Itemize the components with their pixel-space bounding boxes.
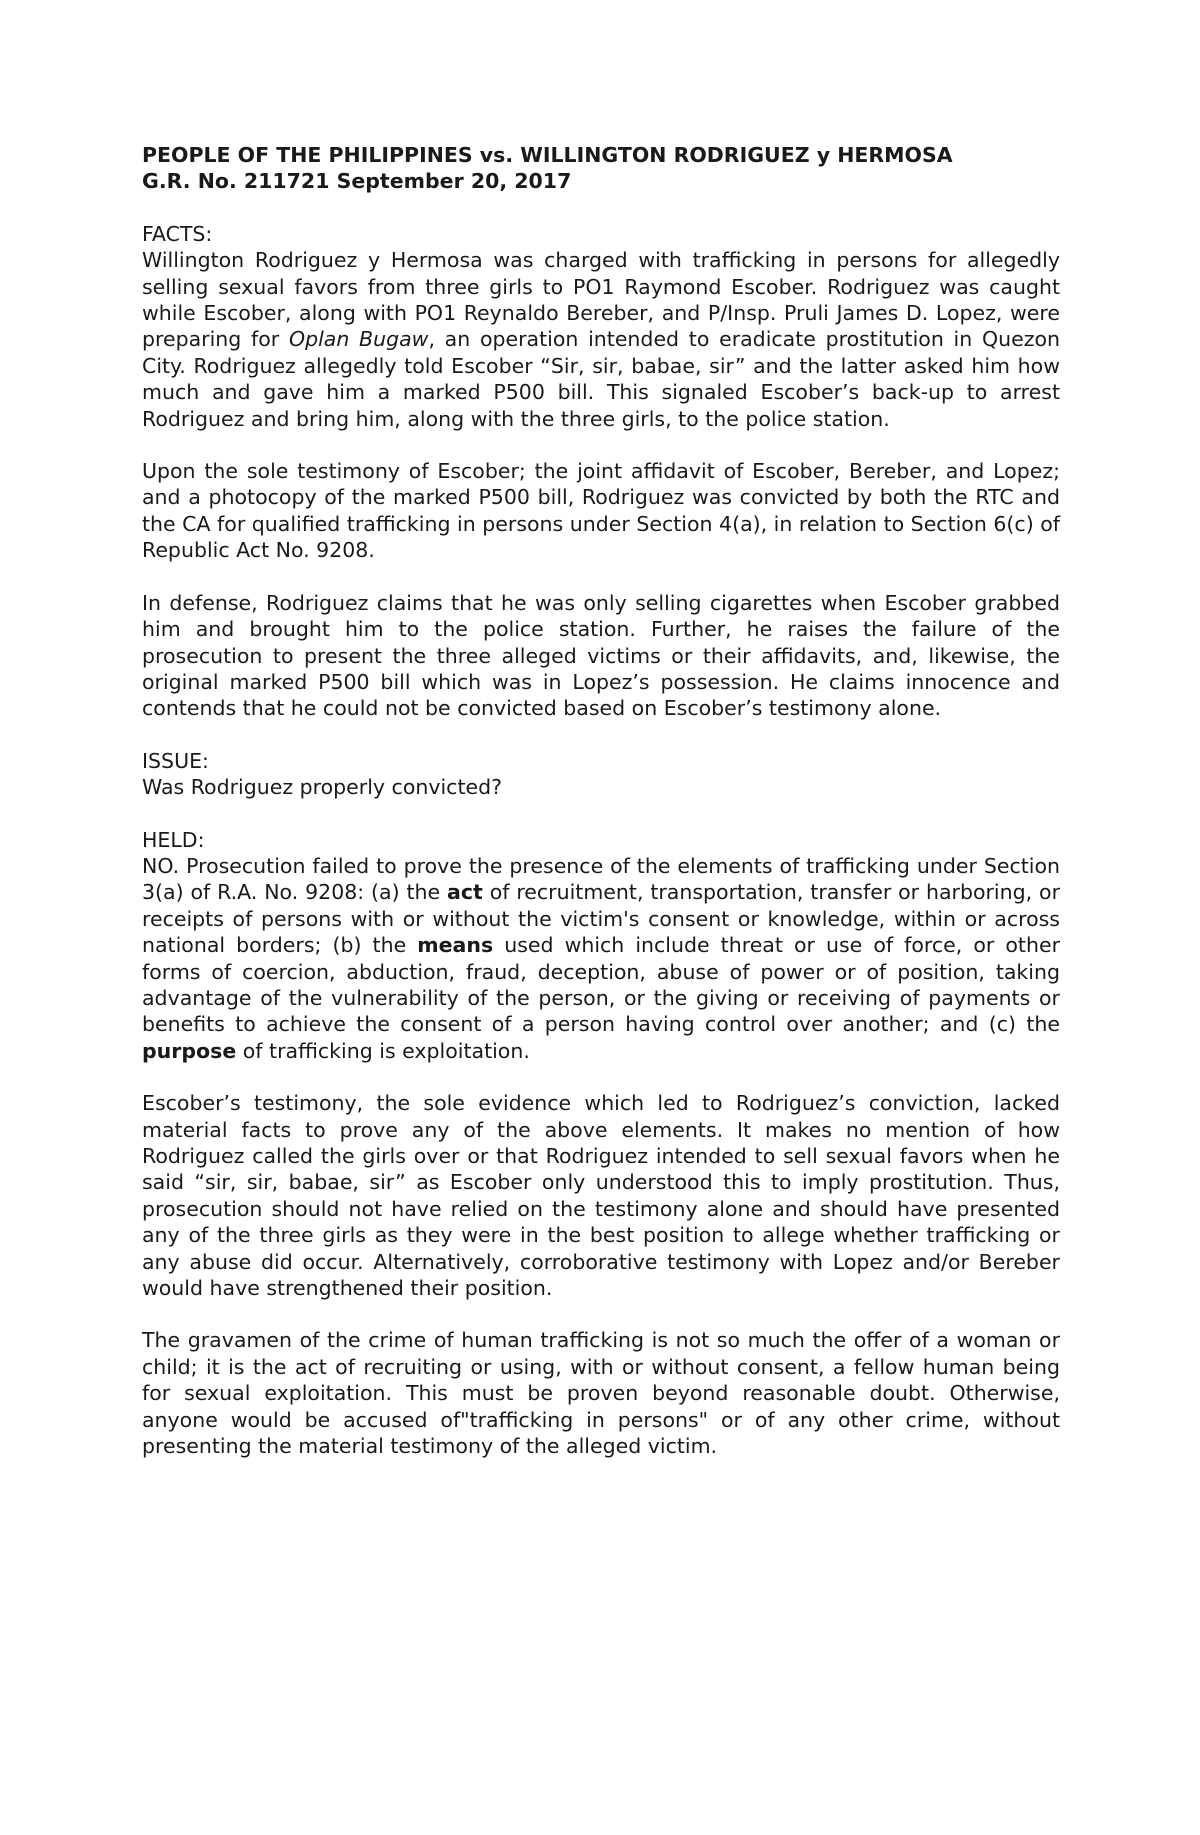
held-heading: HELD: bbox=[142, 827, 205, 852]
held-paragraph-1: NO. Prosecution failed to prove the presence of the elements of trafficking under Section 3(a) of R.A. No. 9208: (a) the act of recruitment, transportation, transfer or harboring, or receipts of persons with or without the victim's consent or knowledge, within or across national borders; (b) the means used which include threat or use of force, or other forms of coercion, abduction, fraud, deception, abuse of power or of position, taking advantage of the vulnerability of the person, or the giving or receiving of payments or benefits to achieve the consent of a person having control over another; and (c) the purpose of trafficking is exploitation. bbox=[142, 853, 1061, 1063]
element-means: means bbox=[417, 933, 494, 958]
held-paragraph-2: Escober’s testimony, the sole evidence which led to Rodriguez’s conviction, lacked material facts to prove any of the above elements. It makes no mention of how Rodriguez called the girls over or that Rodriguez intended to sell sexual favors when he said “sir, sir, babae, sir” as Escober only understood this to imply prostitution. Thus, prosecution should not have relied on the testimony alone and should have presented any of the three girls as they were in the best position to allege whether trafficking or any abuse did occur. Alternatively, corroborative testimony with Lopez and/or Bereber would have strengthened their position. bbox=[142, 1091, 1060, 1301]
case-title bbox=[142, 142, 1060, 195]
case-title-citation: G.R. No. 211721 September 20, 2017 bbox=[142, 169, 572, 194]
element-act: act bbox=[447, 880, 483, 905]
facts-paragraph-2: Upon the sole testimony of Escober; the joint affidavit of Escober, Bereber, and Lopez; and a photocopy of the marked P500 bill, Rodriguez was convicted by both the RTC and the CA for qualified trafficking in persons under Section 4(a), in relation to Section 6(c) of Republic Act No. 9208. bbox=[142, 459, 1060, 563]
case-title-parties: PEOPLE OF THE PHILIPPINES vs. WILLINGTON RODRIGUEZ y HERMOSA bbox=[142, 143, 953, 167]
facts-paragraph-3: In defense, Rodriguez claims that he was only selling cigarettes when Escober grabbed him and brought him to the police station. Further, he raises the failure of the prosecution to present the three alleged victims or their affidavits, and, likewise, the original marked P500 bill which was in Lopez’s possession. He claims innocence and contends that he could not be convicted based on Escober’s testimony alone. bbox=[142, 590, 1060, 721]
issue-heading: ISSUE: bbox=[142, 748, 209, 773]
facts-heading: FACTS: bbox=[142, 221, 213, 246]
document-page bbox=[142, 142, 1060, 1459]
operation-name: Oplan Bugaw bbox=[288, 327, 429, 352]
facts-paragraph-1: Willington Rodriguez y Hermosa was charged with trafficking in persons for allegedly selling sexual favors from three girls to PO1 Raymond Escober. Rodriguez was caught while Escober, along with PO1 Reynaldo Bereber, and P/Insp. Pruli James D. Lopez, were preparing for Oplan Bugaw, an operation intended to eradicate prostitution in Quezon City. Rodriguez allegedly told Escober “Sir, sir, babae, sir” and the latter asked him how much and gave him a marked P500 bill. This signaled Escober’s back-up to arrest Rodriguez and bring him, along with the three girls, to the police station. bbox=[142, 248, 1060, 431]
held-paragraph-3: The gravamen of the crime of human trafficking is not so much the offer of a woman or child; it is the act of recruiting or using, with or without consent, a fellow human being for sexual exploitation. This must be proven beyond reasonable doubt. Otherwise, anyone would be accused of"trafficking in persons" or of any other crime, without presenting the material testimony of the alleged victim. bbox=[142, 1328, 1060, 1459]
issue-text: Was Rodriguez properly convicted? bbox=[142, 775, 502, 800]
element-purpose: purpose bbox=[142, 1038, 237, 1063]
